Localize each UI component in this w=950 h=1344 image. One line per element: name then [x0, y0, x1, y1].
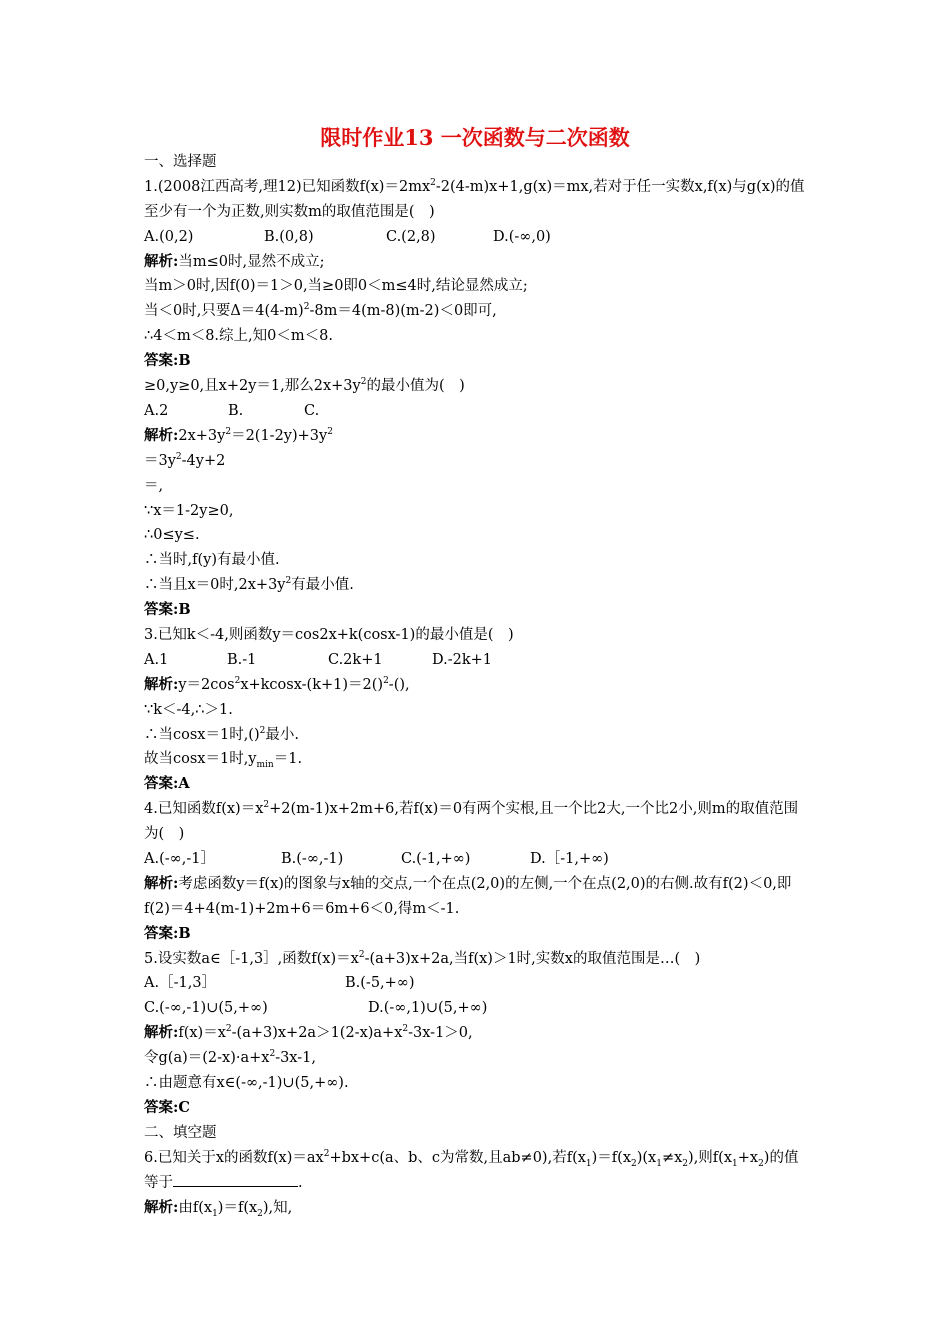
question-2-options	[144, 399, 809, 424]
question-3-analysis-3: ∴当cosx＝1时,()$^2$最小.	[144, 725, 299, 743]
question-3-analysis-1: 解析$:y=2\cos^2x+kcosx-(k+1)=2()^2-()$,	[144, 675, 410, 693]
question-2-stem: ≥0,y≥0,且x+2y＝1,那么$2x+3y^2$的最小值为( )	[144, 377, 465, 395]
answer-blank	[173, 1172, 298, 1187]
question-2-analysis-6: ∴当时,f(y)有最小值.	[144, 552, 280, 569]
question-1-analysis-2: 当m＞0时,因f(0)＝1＞0,当≥0即0＜m≤4时,结论显然成立;	[144, 278, 528, 295]
option-d: D.(-∞,1)∪(5,+∞)	[368, 1000, 488, 1017]
question-2-analysis-7: ∴当且x＝0时$,2x+3y^2$有最小值.	[144, 576, 354, 594]
question-5-analysis-1: 解析$:f(x)=x^2-(a+3)x+2a>1(2-x)a+x^2-3x-1>0$,	[144, 1024, 473, 1042]
question-3-options	[144, 648, 809, 673]
question-5-answer: 答案:C	[144, 1098, 190, 1116]
page-title: 限时作业13 一次函数与二次函数	[320, 125, 630, 150]
question-1-stem: 1.(2008江西高考,理12)已知函数$f(x)=2mx^2-2(4-m)x+1,g(x)=mx$,若对于任一实数x,f(x)与g(x)的值至少有一个为正数,则实数m的取值范围是( )	[144, 178, 805, 220]
question-4-stem: 4.已知函数$f(x)=x^2+2(m-1)x+2m+6$,若f(x)＝0有两个实根,且一个比2大,一个比2小,则m的取值范围为( )	[144, 800, 799, 843]
question-1-options	[144, 225, 809, 250]
option-a: A.1	[144, 651, 169, 668]
option-a: A.(-∞,-1］	[144, 851, 215, 867]
option-b: B.(0,8)	[264, 228, 314, 245]
option-a: A.［-1,3］	[144, 975, 217, 992]
option-c: C.2k+1	[328, 651, 383, 668]
option-d: D.(-∞,0)	[493, 228, 551, 245]
question-1-analysis-4: ∴4＜m＜8.综上,知0＜m＜8.	[144, 328, 333, 345]
question-5-stem: 5.设实数a∈［-1,3］,函数$f(x)=x^2-(a+3)x+2a$,当f(x)＞1时,实数x的取值范围是…( )	[144, 949, 701, 967]
question-2-analysis-3: ＝,	[144, 477, 164, 494]
question-6-analysis-1: 解析:由$f(x_1)=f(x_2)$,知,	[144, 1198, 293, 1219]
option-c: C.	[304, 402, 320, 419]
question-2-analysis-1: 解析$:2x+3y^2=2(1-2y)+3y^2$	[144, 426, 333, 444]
question-5-analysis-3: ∴由题意有x∈(-∞,-1)∪(5,+∞).	[144, 1075, 349, 1092]
question-4-answer: 答案:B	[144, 924, 191, 942]
question-5-analysis-2: 令$g(a)=(2-x)\cdot a+x^2-3x-1$,	[144, 1049, 316, 1067]
question-3-stem: 3.已知k＜-4,则函数y＝cos2x+k(cosx-1)的最小值是( )	[144, 626, 514, 643]
question-3-analysis-2: ∵k＜-4,∴＞1.	[144, 701, 233, 718]
question-1-analysis-3: 当＜0时,只要$\Delta=4(4-m)^2-8m=4(m-8)(m-2)<0$即可,	[144, 302, 497, 320]
question-4-analysis-1: 解析:考虑函数y＝f(x)的图象与x轴的交点,一个在点(2,0)的左侧,一个在点(2,0)的右侧.故有f(2)＜0,即f(2)＝4+4(m-1)+2m+6＝6m+6＜0,得m＜-1.	[144, 874, 792, 917]
question-5-options-row2	[144, 996, 809, 1021]
option-c: C.(-∞,-1)∪(5,+∞)	[144, 1000, 268, 1017]
question-6-stem: 6.已知关于x的函数$f(x)=ax^2+bx+c(a$、b、c为常数,且ab≠0),若$f(x_1)=f(x_2)(x_1\ne x_2)$,则$f(x_1+x_2)$的值等于 .	[144, 1148, 799, 1191]
option-c: C.(-1,+∞)	[401, 851, 471, 867]
option-b: B.(-∞,-1)	[281, 851, 344, 867]
option-c: C.(2,8)	[386, 228, 436, 245]
option-b: B.	[228, 402, 244, 419]
option-a: A.(0,2)	[144, 228, 194, 245]
option-d: D.［-1,+∞)	[530, 851, 609, 867]
option-a: A.2	[144, 402, 169, 419]
option-b: B.-1	[227, 651, 257, 668]
question-2-analysis-4: ∵x＝1-2y≥0,	[144, 502, 234, 519]
question-2-analysis-5: ∴0≤y≤.	[144, 527, 200, 544]
question-2-answer: 答案:B	[144, 601, 191, 619]
question-5-options-row1	[144, 971, 809, 996]
question-4-options	[144, 847, 809, 872]
question-2-analysis-2: $=3y^2-4y+2$	[144, 451, 226, 469]
option-d: D.-2k+1	[432, 651, 493, 668]
section-heading-fill: 二、填空题	[144, 1124, 217, 1141]
option-b: B.(-5,+∞)	[345, 975, 415, 992]
question-1-analysis-1: 解析:当m≤0时,显然不成立;	[144, 252, 325, 270]
question-3-analysis-4: 故当cosx＝1时$,y_{min}=1$.	[144, 751, 303, 771]
section-heading-choice: 一、选择题	[144, 154, 217, 170]
question-3-answer: 答案:A	[144, 775, 190, 793]
question-1-answer: 答案:B	[144, 352, 191, 370]
document-body	[144, 150, 809, 1220]
